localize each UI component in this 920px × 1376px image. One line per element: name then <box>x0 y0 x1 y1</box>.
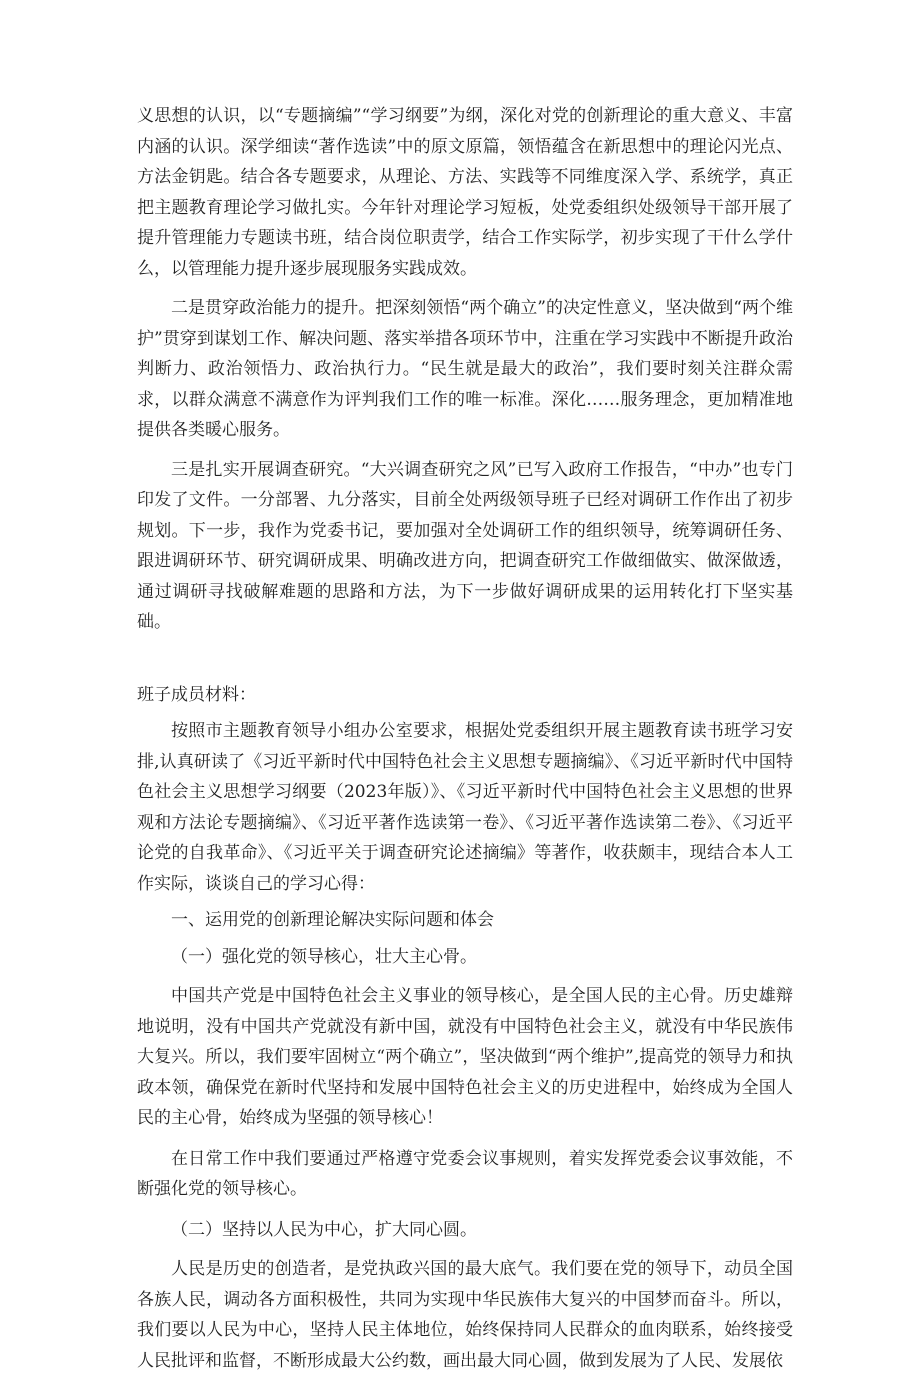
heading-level-2-second: （二）坚持以人民为中心，扩大同心圆。 <box>171 1219 477 1240</box>
paragraph-party-core: 中国共产党是中国特色社会主义事业的领导核心，是全国人民的主心骨。历史雄辩地说明，没有中国共产党就没有新中国，就没有中国特色社会主义，就没有中华民族伟大复兴。所以，我们要牢固树立“两个确立”，坚决做到“两个维护”,提高党的领导力和执政本领，确保党在新时代坚持和发展中国特色社会主义的历史进程中，始终成为全国人民的主心骨，始终成为坚强的领导核心！ <box>137 986 793 1128</box>
paragraph-study-intro: 按照市主题教育领导小组办公室要求，根据处党委组织开展主题教育读书班学习安排,认真研读了《习近平新时代中国特色社会主义思想专题摘编》、《习近平新时代中国特色社会主义思想学习纲要（2023年版）》、《习近平新时代中国特色社会主义思想的世界观和方法论专题摘编》、《习近平著作选读第一卷》、《习近平著作选读第二卷》、《习近平论党的自我革命》、《习近平关于调查研究论述摘编》等著作，收获颇丰，现结合本人工作实际，谈谈自己的学习心得： <box>137 721 793 894</box>
paragraph-political-ability: 二是贯穿政治能力的提升。把深刻领悟“两个确立”的决定性意义，坚决做到“两个维护”贯穿到谋划工作、解决问题、落实举措各项环节中，注重在学习实践中不断提升政治判断力、政治领悟力、政治执行力。“民生就是最大的政治”，我们要时刻关注群众需求，以群众满意不满意作为评判我们工作的唯一标准。深化……服务理念，更加精准地提供各类暖心服务。 <box>137 298 793 440</box>
document-body <box>137 101 793 1376</box>
paragraph-people-centered: 人民是历史的创造者，是党执政兴国的最大底气。我们要在党的领导下，动员全国各族人民，调动各方面积极性，共同为实现中华民族伟大复兴的中国梦而奋斗。所以，我们要以人民为中心，坚持人民主体地位，始终保持同人民群众的血肉联系，始终接受人民批评和监督，不断形成最大公约数，画出最大同心圆，做到发展为了人民、发展依 <box>137 1259 793 1371</box>
paragraph-continuation: 义思想的认识，以“专题摘编”“学习纲要”为纲，深化对党的创新理论的重大意义、丰富内涵的认识。深学细读“著作选读”中的原文原篇，领悟蕴含在新思想中的理论闪光点、方法金钥匙。结合各专题要求，从理论、方法、实践等不同维度深入学、系统学，真正把主题教育理论学习做扎实。今年针对理论学习短板，处党委组织处级领导干部开展了提升管理能力专题读书班，结合岗位职责学，结合工作实际学，初步实现了干什么学什么，以管理能力提升逐步展现服务实践成效。 <box>137 106 793 279</box>
paragraph-research: 三是扎实开展调查研究。“大兴调查研究之风”已写入政府工作报告，“中办”也专门印发了文件。一分部署、九分落实，目前全处两级领导班子已经对调研工作作出了初步规划。下一步，我作为党委书记，要加强对全处调研工作的组织领导，统筹调研任务、跟进调研环节、研究调研成果、明确改进方向，把调查研究工作做细做实、做深做透，通过调研寻找破解难题的思路和方法，为下一步做好调研成果的运用转化打下坚实基础。 <box>137 459 793 632</box>
heading-level-1: 一、运用党的创新理论解决实际问题和体会 <box>171 910 494 930</box>
heading-level-2-first: （一）强化党的领导核心，壮大主心骨。 <box>171 946 477 967</box>
paragraph-daily-work: 在日常工作中我们要通过严格遵守党委会议事规则，着实发挥党委会议事效能，不断强化党的领导核心。 <box>137 1148 793 1199</box>
section-heading-team-materials: 班子成员材料： <box>137 684 256 705</box>
